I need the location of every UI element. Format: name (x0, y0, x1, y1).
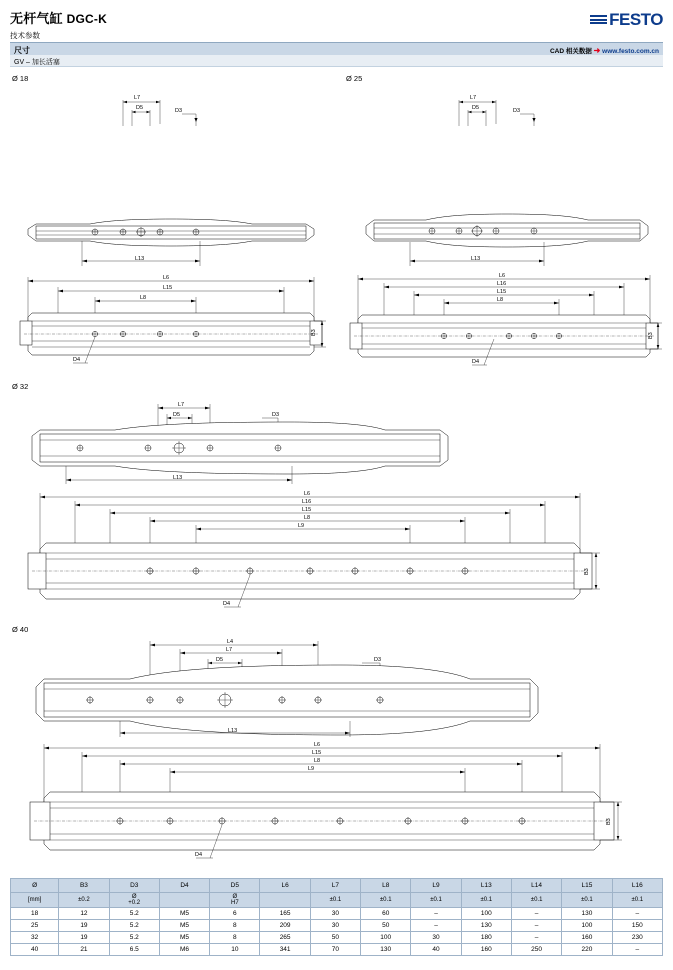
cell-d4: M5 (159, 932, 209, 944)
cell-b3: 19 (59, 920, 109, 932)
drawing-d32-label: Ø 32 (12, 382, 29, 391)
svg-text:L7: L7 (134, 95, 141, 101)
col-header-dia: Ø (11, 879, 59, 893)
cell-b3: 21 (59, 944, 109, 956)
table-row (11, 908, 663, 920)
svg-text:D3: D3 (175, 108, 183, 114)
cell-l14: 250 (511, 944, 561, 956)
cell-d5: 8 (210, 920, 260, 932)
svg-text:B3: B3 (648, 332, 654, 339)
festo-bars-icon (590, 15, 607, 26)
drawing-d25-svg-2 (344, 269, 666, 379)
cell-dia: 40 (11, 944, 59, 956)
col-header-l14: L14 (511, 879, 561, 893)
svg-text:L6: L6 (499, 273, 506, 279)
col-tol-l14: ±0.1 (511, 893, 561, 908)
spec-table-header-row-2 (11, 893, 663, 908)
cell-d3: 6.5 (109, 944, 159, 956)
cell-d4: M5 (159, 920, 209, 932)
svg-text:D5: D5 (216, 657, 224, 663)
cell-l13: 130 (461, 920, 511, 932)
section-subtitle: GV – 加长活塞 (14, 59, 60, 66)
drawing-d25-label: Ø 25 (346, 74, 363, 83)
cell-l8: 100 (361, 932, 411, 944)
drawing-d40-svg (10, 635, 663, 740)
svg-text:L13: L13 (135, 256, 145, 262)
svg-text:D5: D5 (136, 105, 144, 111)
svg-text:D4: D4 (223, 601, 231, 607)
cell-dia: 32 (11, 932, 59, 944)
cell-l15: 220 (562, 944, 612, 956)
drawing-d40-label: Ø 40 (12, 625, 29, 634)
svg-text:D5: D5 (472, 105, 480, 111)
drawing-d18 (10, 71, 332, 379)
col-header-l15: L15 (562, 879, 612, 893)
col-tol-l15: ±0.1 (562, 893, 612, 908)
cad-link[interactable] (550, 46, 659, 55)
cell-l7: 30 (310, 920, 360, 932)
svg-text:D3: D3 (513, 108, 521, 114)
cell-l14: – (511, 920, 561, 932)
table-row (11, 944, 663, 956)
page-subtitle: 技术参数 (10, 31, 40, 40)
cell-l6: 165 (260, 908, 310, 920)
drawing-d18-label: Ø 18 (12, 74, 29, 83)
cad-label: CAD 相关数据 (549, 47, 592, 55)
col-header-l8: L8 (361, 879, 411, 893)
svg-text:B3: B3 (584, 568, 590, 575)
col-header-d3: D3 (109, 879, 159, 893)
drawing-d25 (344, 71, 666, 379)
svg-text:L15: L15 (302, 507, 312, 513)
svg-text:L8: L8 (140, 295, 147, 301)
cad-url: www.festo.com.cn (602, 47, 659, 55)
svg-text:L15: L15 (312, 750, 322, 756)
col-tol-d5 (210, 893, 260, 908)
drawing-d25-svg (344, 84, 666, 269)
cell-d4: M6 (159, 944, 209, 956)
svg-text:L4: L4 (227, 639, 234, 645)
svg-text:L15: L15 (497, 289, 507, 295)
drawing-d18-svg (10, 84, 332, 269)
cell-d5: 8 (210, 932, 260, 944)
svg-text:L7: L7 (470, 95, 477, 101)
festo-wordmark: FESTO (609, 10, 663, 29)
svg-text:L9: L9 (308, 766, 315, 772)
svg-text:D4: D4 (73, 357, 81, 363)
col-tol-d3 (109, 893, 159, 908)
drawing-d40-svg-2 (10, 740, 663, 870)
col-header-b3: B3 (59, 879, 109, 893)
col-unit-dia: [mm] (11, 893, 59, 908)
svg-text:D3: D3 (374, 657, 382, 663)
svg-text:D5: D5 (173, 412, 181, 418)
svg-text:D3: D3 (272, 412, 280, 418)
svg-text:L16: L16 (497, 281, 507, 287)
cell-b3: 19 (59, 932, 109, 944)
cell-l8: 50 (361, 920, 411, 932)
cell-l6: 209 (260, 920, 310, 932)
drawing-d32-svg (10, 392, 663, 487)
svg-text:L6: L6 (304, 491, 311, 497)
cell-d5: 6 (210, 908, 260, 920)
svg-text:L13: L13 (471, 256, 481, 262)
drawing-d32-svg-2 (10, 487, 663, 622)
arrow-right-icon: ➜ (593, 45, 601, 55)
col-tol-l7: ±0.1 (310, 893, 360, 908)
svg-text:L8: L8 (314, 758, 321, 764)
col-tol-d3-sym: Ø (131, 894, 137, 900)
svg-text:L8: L8 (497, 297, 504, 303)
cell-l7: 70 (310, 944, 360, 956)
cell-l9: 40 (411, 944, 461, 956)
cell-l8: 130 (361, 944, 411, 956)
col-tol-l13: ±0.1 (461, 893, 511, 908)
col-tol-d4 (159, 893, 209, 908)
svg-text:L7: L7 (178, 402, 185, 408)
drawings-area (10, 67, 663, 870)
cell-d3: 5.2 (109, 932, 159, 944)
svg-text:L8: L8 (304, 515, 311, 521)
drawing-row-top (10, 71, 663, 379)
cell-l16: – (612, 908, 662, 920)
cell-l16: – (612, 944, 662, 956)
svg-text:L6: L6 (163, 275, 170, 281)
cell-l13: 160 (461, 944, 511, 956)
svg-text:L6: L6 (314, 742, 321, 748)
svg-text:L13: L13 (173, 475, 183, 481)
svg-text:L13: L13 (228, 728, 238, 734)
col-tol-d5-val: H7 (230, 900, 239, 906)
page-title-model: DGC-K (66, 12, 107, 26)
svg-text:L7: L7 (226, 647, 233, 653)
cell-l13: 180 (461, 932, 511, 944)
col-tol-l9: ±0.1 (411, 893, 461, 908)
cell-l9: – (411, 920, 461, 932)
cell-l9: – (411, 908, 461, 920)
svg-text:D4: D4 (472, 359, 480, 365)
cell-dia: 18 (11, 908, 59, 920)
drawing-d18-svg-2 (10, 269, 332, 379)
page-title-cn: 无杆气缸 (10, 11, 63, 26)
cell-l15: 160 (562, 932, 612, 944)
col-tol-l16: ±0.1 (612, 893, 662, 908)
cell-d4: M5 (159, 908, 209, 920)
cell-b3: 12 (59, 908, 109, 920)
cell-l14: – (511, 908, 561, 920)
col-header-l7: L7 (310, 879, 360, 893)
section-title: 尺寸 (14, 46, 30, 55)
svg-text:B3: B3 (606, 818, 612, 825)
cell-l8: 60 (361, 908, 411, 920)
col-tol-l6 (260, 893, 310, 908)
cell-l9: 30 (411, 932, 461, 944)
col-header-l6: L6 (260, 879, 310, 893)
svg-text:L16: L16 (302, 499, 312, 505)
cell-l6: 341 (260, 944, 310, 956)
cell-l15: 100 (562, 920, 612, 932)
col-tol-d3-val: +0.2 (128, 900, 141, 906)
col-tol-d5-sym: Ø (232, 894, 238, 900)
svg-text:L9: L9 (298, 523, 305, 529)
page-title (10, 8, 663, 27)
col-header-d5: D5 (210, 879, 260, 893)
cell-l7: 30 (310, 908, 360, 920)
cell-l14: – (511, 932, 561, 944)
section-bar (10, 42, 663, 55)
cell-l7: 50 (310, 932, 360, 944)
col-header-l16: L16 (612, 879, 662, 893)
col-tol-b3: ±0.2 (59, 893, 109, 908)
cell-d3: 5.2 (109, 908, 159, 920)
table-row (11, 932, 663, 944)
cell-l13: 100 (461, 908, 511, 920)
cell-dia: 25 (11, 920, 59, 932)
cell-l16: 230 (612, 932, 662, 944)
drawing-d40 (10, 625, 663, 870)
drawing-d32 (10, 382, 663, 622)
page-header (10, 0, 663, 42)
cell-l15: 130 (562, 908, 612, 920)
col-tol-l8: ±0.1 (361, 893, 411, 908)
cell-l6: 265 (260, 932, 310, 944)
svg-text:L15: L15 (163, 285, 173, 291)
cell-d3: 5.2 (109, 920, 159, 932)
col-header-l13: L13 (461, 879, 511, 893)
spec-table-wrap (10, 878, 663, 956)
spec-table-head (11, 879, 663, 908)
section-subbar (10, 55, 663, 67)
svg-text:B3: B3 (311, 329, 317, 336)
cell-d5: 10 (210, 944, 260, 956)
spec-table (10, 878, 663, 956)
spec-table-header-row-1 (11, 879, 663, 893)
col-header-d4: D4 (159, 879, 209, 893)
col-header-l9: L9 (411, 879, 461, 893)
svg-text:D4: D4 (195, 852, 203, 858)
table-row (11, 920, 663, 932)
cell-l16: 150 (612, 920, 662, 932)
festo-logo (590, 10, 663, 30)
spec-table-body (11, 908, 663, 956)
